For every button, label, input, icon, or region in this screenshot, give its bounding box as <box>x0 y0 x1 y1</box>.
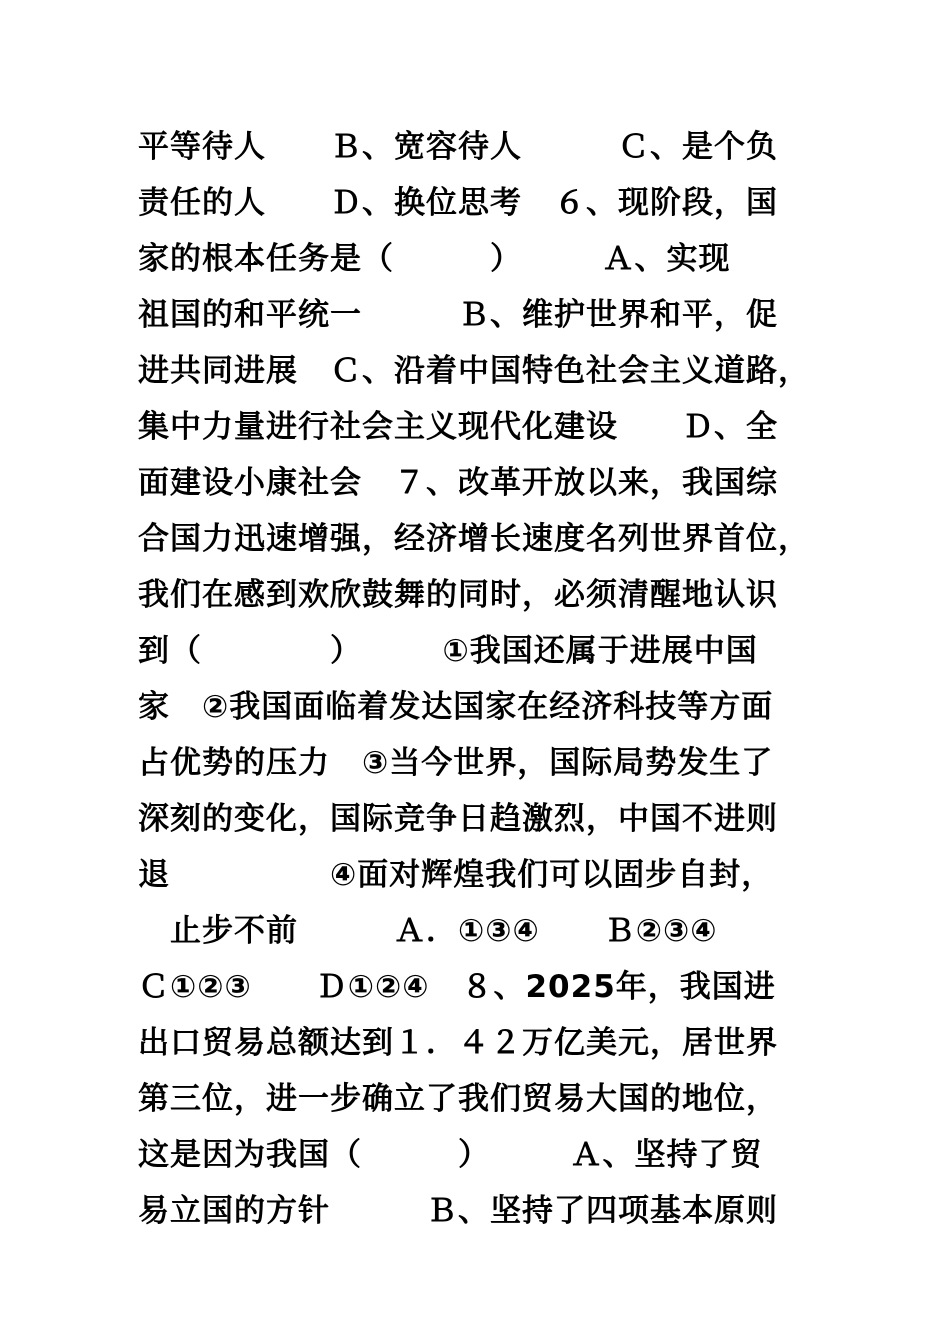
text-line-8: 合国力迅速增强，经济增长速度名列世界首位， <box>138 521 810 557</box>
text-line-7: 面建设小康社会 ７、改革开放以来，我国综 <box>138 465 778 501</box>
text-line-16: Ｃ①②③ Ｄ①②④ ８、2025年，我国进 <box>138 969 776 1005</box>
text-line-14: 退 ④面对辉煌我们可以固步自封， <box>138 857 774 893</box>
text-line-10: 到（ ） ①我国还属于进展中国 <box>138 633 758 669</box>
text-line-19: 这是因为我国（ ） Ａ、坚持了贸 <box>138 1137 763 1173</box>
text-line-1: 平等待人 Ｂ、宽容待人 Ｃ、是个负 <box>138 129 778 165</box>
text-line-9: 我们在感到欢欣鼓舞的同时，必须清醒地认识 <box>138 577 778 613</box>
text-line-15: 止步不前 Ａ．①③④ Ｂ②③④ <box>138 913 718 949</box>
text-line-18: 第三位，进一步确立了我们贸易大国的地位， <box>138 1081 778 1117</box>
text-line-3: 家的根本任务是（ ） Ａ、实现 <box>138 241 731 277</box>
text-line-17: 出口贸易总额达到１．４２万亿美元，居世界 <box>138 1025 778 1061</box>
text-line-6: 集中力量进行社会主义现代化建设 Ｄ、全 <box>138 409 778 445</box>
text-line-2: 责任的人 Ｄ、换位思考 ６、现阶段，国 <box>138 185 778 221</box>
text-line-13: 深刻的变化，国际竞争日趋激烈，中国不进则 <box>138 801 778 837</box>
question-text-block <box>138 119 838 1239</box>
text-line-20: 易立国的方针 Ｂ、坚持了四项基本原则 <box>138 1193 778 1229</box>
text-line-4: 祖国的和平统一 Ｂ、维护世界和平，促 <box>138 297 778 333</box>
text-line-12: 占优势的压力 ③当今世界，国际局势发生了 <box>138 745 774 781</box>
text-line-11: 家 ②我国面临着发达国家在经济科技等方面 <box>138 689 774 725</box>
text-line-5: 进共同进展 Ｃ、沿着中国特色社会主义道路， <box>138 353 810 389</box>
